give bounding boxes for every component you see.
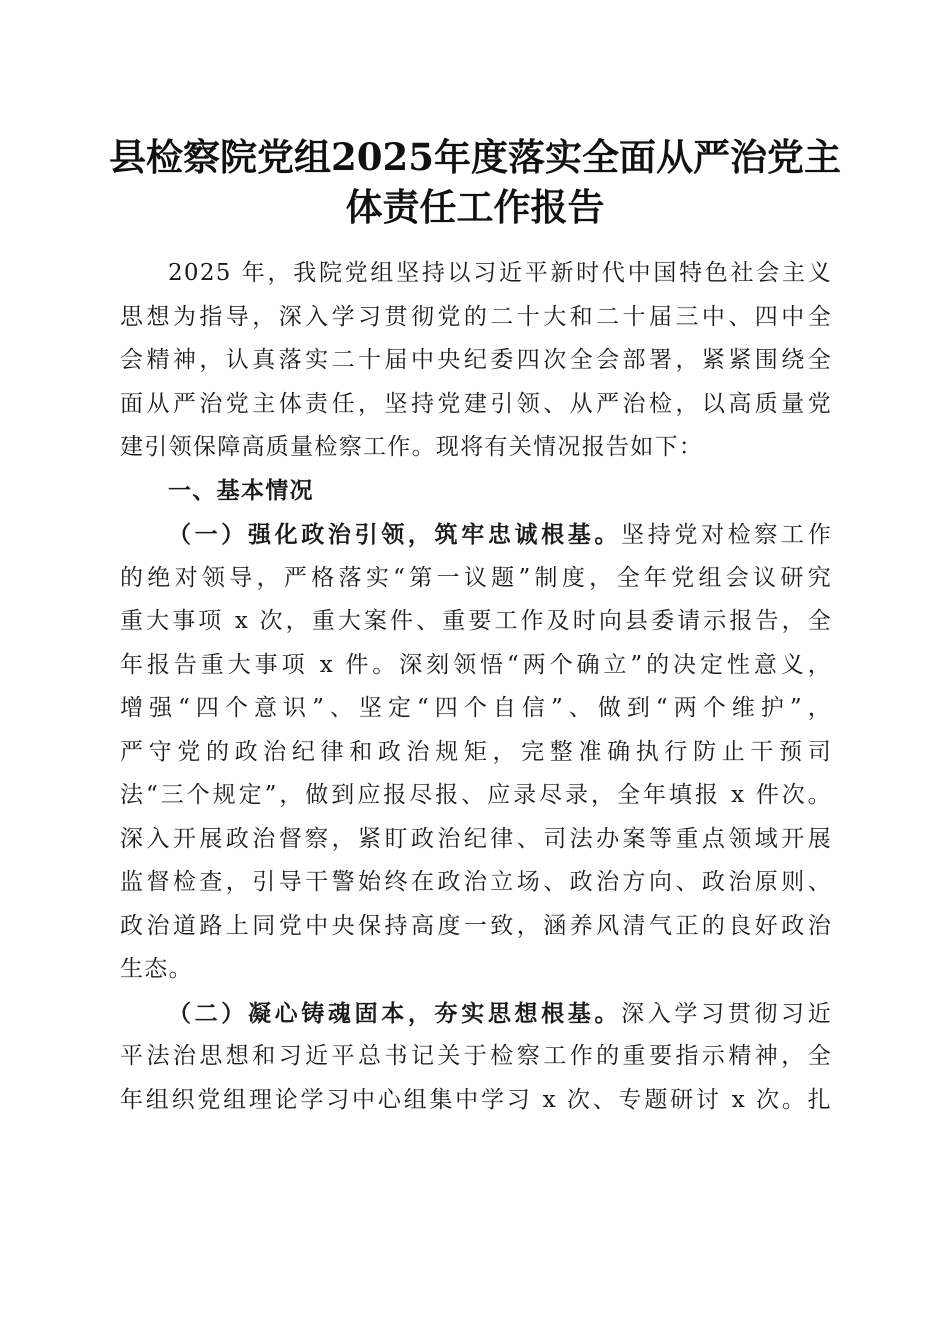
paragraph-line: 深入开展政治督察，紧盯政治纪律、司法办案等重点领域开展 (120, 825, 832, 852)
paragraph-line: 面从严治党主体责任，坚持党建引领、从严治检，以高质量党 (120, 390, 832, 417)
document-body (120, 252, 832, 1122)
subsection-lead: （二）凝心铸魂固本，夯实思想根基。 (168, 999, 622, 1027)
paragraph-line: 严守党的政治纪律和政治规矩，完整准确执行防止干预司 (120, 738, 832, 765)
paragraph-line: 重大事项 x 次，重大案件、重要工作及时向县委请示报告，全 (120, 608, 832, 634)
title-line-2: 体责任工作报告 (345, 185, 605, 229)
intro-paragraph (120, 252, 832, 470)
title-line-1: 县检察院党组2025年度落实全面从严治党主 (109, 135, 841, 179)
paragraph-line: 年报告重大事项 x 件。深刻领悟“两个确立”的决定性意义， (120, 651, 832, 678)
paragraph-line: 生态。 (120, 956, 193, 982)
paragraph-line: 2025 年，我院党组坚持以习近平新时代中国特色社会主义 (168, 260, 832, 286)
subsection-1-paragraph (120, 513, 832, 992)
paragraph-text: 坚持党对检察工作 (621, 522, 832, 548)
paragraph-line: 增强“四个意识”、坚定“四个自信”、做到“两个维护”， (120, 695, 832, 721)
paragraph-text: 深入学习贯彻习近 (621, 1000, 832, 1027)
document-title (95, 132, 855, 232)
paragraph-line (120, 992, 832, 1036)
paragraph-line: 平法治思想和习近平总书记关于检察工作的重要指示精神，全 (120, 1043, 832, 1069)
paragraph-line: 政治道路上同党中央保持高度一致，涵养风清气正的良好政治 (120, 912, 832, 939)
paragraph-line: 的绝对领导，严格落实“第一议题”制度，全年党组会议研究 (120, 564, 832, 591)
paragraph-line: 法“三个规定”，做到应报尽报、应录尽录，全年填报 x 件次。 (120, 782, 832, 808)
subsection-2-paragraph (120, 992, 832, 1123)
paragraph-line: 建引领保障高质量检察工作。现将有关情况报告如下： (120, 434, 704, 460)
section-heading: 一、基本情况 (168, 477, 314, 504)
paragraph-line (120, 513, 832, 557)
paragraph-line: 会精神，认真落实二十届中央纪委四次全会部署，紧紧围绕全 (120, 347, 832, 373)
subsection-lead: （一）强化政治引领，筑牢忠诚根基。 (168, 521, 622, 548)
paragraph-line: 年组织党组理论学习中心组集中学习 x 次、专题研讨 x 次。扎 (120, 1086, 832, 1113)
paragraph-line: 监督检查，引导干警始终在政治立场、政治方向、政治原则、 (120, 869, 832, 895)
paragraph-line: 思想为指导，深入学习贯彻党的二十大和二十届三中、四中全 (120, 303, 832, 330)
